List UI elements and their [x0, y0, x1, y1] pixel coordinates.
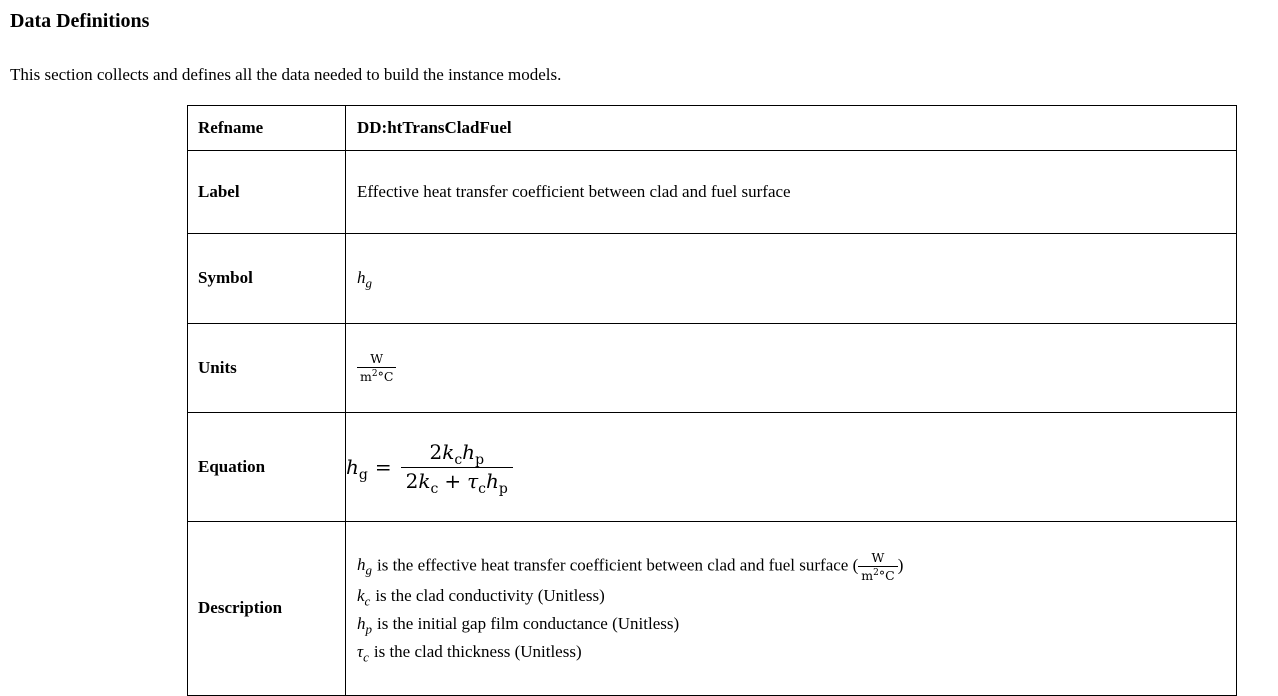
- equation-denominator: [401, 468, 513, 497]
- desc-symbol-kc: [357, 585, 371, 609]
- desc-symbol-base: τ: [357, 641, 364, 661]
- units-den-degree: °C: [377, 369, 394, 385]
- den-coefficient: 2: [405, 468, 419, 493]
- units-value-cell: [346, 323, 1237, 412]
- description-line-kc: [357, 582, 1236, 610]
- desc-text: is the clad thickness (Unitless): [373, 641, 582, 661]
- description-header-cell: Description: [188, 521, 346, 695]
- desc-symbol-tauc: [357, 641, 369, 665]
- equation-lhs-base: h: [346, 454, 359, 479]
- plus-sign: +: [444, 468, 462, 493]
- refname-header-cell: Refname: [188, 105, 346, 150]
- symbol-value-cell: [346, 233, 1237, 323]
- symbol-row: [188, 233, 1237, 323]
- num-sub-c: c: [454, 451, 463, 468]
- symbol-header-cell: Symbol: [188, 233, 346, 323]
- units-den-exponent: 2: [371, 369, 378, 380]
- desc-text: is the clad conductivity (Unitless): [375, 585, 605, 605]
- label-value: Effective heat transfer coefficient between clad and fuel surface: [346, 150, 1237, 233]
- desc-symbol-sub: g: [365, 562, 372, 578]
- desc-symbol-base: h: [357, 555, 366, 575]
- desc-unit-denominator: [858, 567, 897, 582]
- desc-symbol-sub: p: [365, 621, 372, 637]
- den-sub-c: c: [430, 480, 439, 497]
- desc-symbol-sub: c: [363, 649, 369, 665]
- desc-unit-den-base: m: [861, 567, 874, 583]
- den-var-h: h: [486, 468, 499, 493]
- refname-value: DD:htTransCladFuel: [346, 105, 1237, 150]
- description-line-hg: [357, 551, 1236, 582]
- num-coefficient: 2: [429, 439, 443, 464]
- desc-text: is the initial gap film conductance (Unitless): [377, 613, 680, 633]
- desc-unit-den-exponent: 2: [873, 567, 879, 578]
- equation-lhs-subscript: g: [358, 466, 368, 483]
- equation-row: [188, 412, 1237, 521]
- equation: [346, 439, 513, 497]
- data-definition-table: [187, 105, 1237, 696]
- units-numerator: W: [357, 352, 396, 368]
- label-header-cell: Label: [188, 150, 346, 233]
- desc-text: is the effective heat transfer coefficient between clad and fuel surface (: [377, 555, 859, 575]
- desc-unit-den-degree: °C: [878, 567, 895, 583]
- den-var-tau: τ: [467, 468, 479, 493]
- den-sub-p: p: [498, 480, 508, 497]
- units-header-cell: Units: [188, 323, 346, 412]
- label-row: [188, 150, 1237, 233]
- num-sub-p: p: [475, 451, 485, 468]
- description-row: [188, 521, 1237, 695]
- symbol-base: h: [357, 268, 366, 288]
- desc-close-paren: ): [897, 555, 904, 575]
- desc-symbol-sub: c: [364, 593, 371, 609]
- units-denominator: [357, 368, 396, 383]
- units-den-base: m: [360, 369, 372, 385]
- units-row: [188, 323, 1237, 412]
- description-line-hp: [357, 610, 1236, 638]
- equation-numerator: [401, 439, 513, 468]
- desc-symbol-base: k: [357, 585, 365, 605]
- desc-symbol-base: h: [357, 613, 366, 633]
- description-line-tauc: [357, 638, 1236, 666]
- intro-paragraph: This section collects and defines all the data needed to build the instance models.: [10, 65, 562, 84]
- num-var-k: k: [442, 439, 455, 464]
- den-var-k: k: [418, 468, 431, 493]
- units-fraction: [357, 352, 396, 383]
- description-value-cell: [346, 521, 1237, 695]
- equation-value-cell: [346, 412, 1237, 521]
- desc-unit-fraction: [858, 551, 897, 582]
- equation-lhs: [346, 454, 368, 483]
- symbol-value: [357, 268, 372, 291]
- equals-sign: =: [374, 454, 392, 479]
- desc-unit-numerator: W: [858, 551, 897, 567]
- den-tau-sub-c: c: [478, 480, 487, 497]
- desc-symbol-hp: [357, 613, 372, 637]
- desc-symbol-hg: [357, 555, 372, 578]
- page-title: Data Definitions: [10, 10, 150, 32]
- equation-fraction: [401, 439, 513, 497]
- equation-header-cell: Equation: [188, 412, 346, 521]
- symbol-subscript: g: [365, 275, 372, 291]
- refname-row: [188, 105, 1237, 150]
- num-var-h: h: [462, 439, 476, 464]
